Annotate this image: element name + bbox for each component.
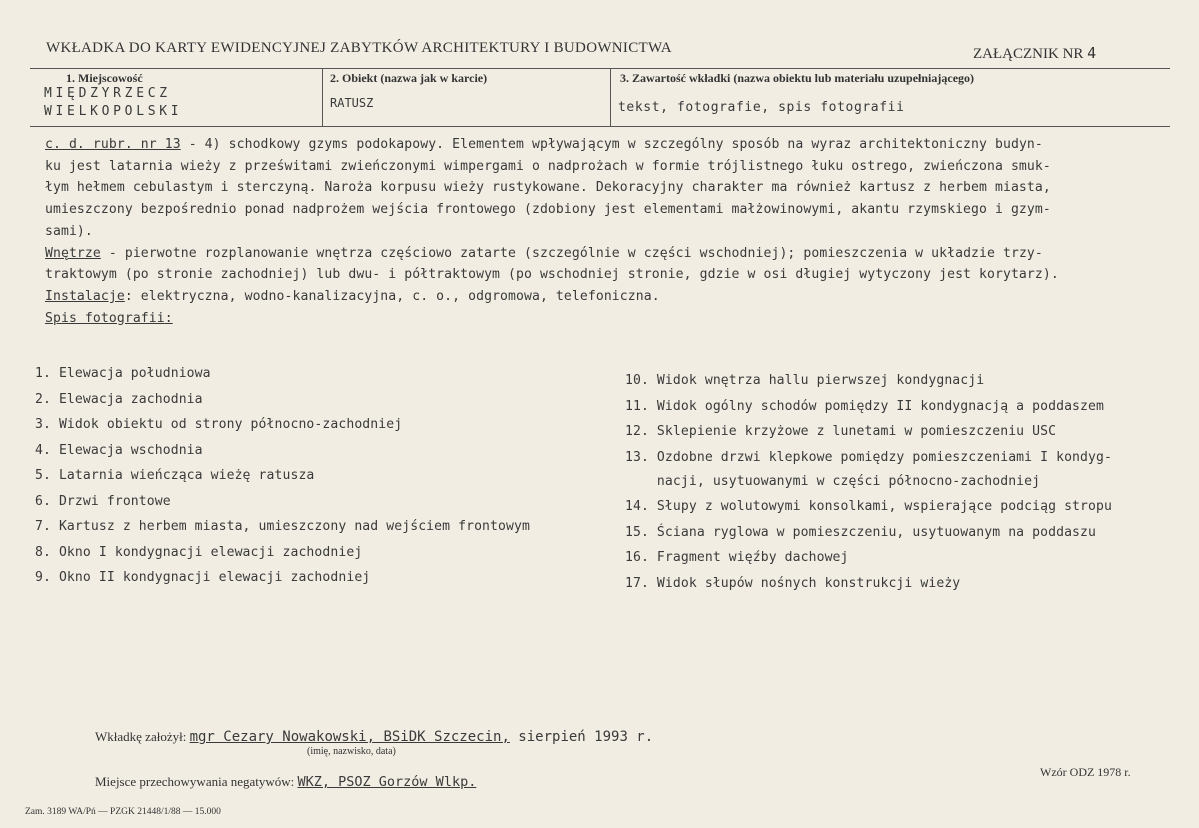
photo-list-right: [625, 369, 1112, 597]
photo-list-item: 4. Elewacja wschodnia: [35, 442, 203, 458]
photo-list-item: 14. Słupy z wolutowymi konsolkami, wspierające podciąg stropu: [625, 499, 1112, 514]
annex-number-value: 4: [1087, 44, 1097, 62]
contents-value: tekst, fotografie, spis fotografii: [618, 100, 905, 115]
photo-list-item: 8. Okno I kondygnacji elewacji zachodniej: [35, 544, 363, 560]
interior-line: Wnętrze - pierwotne rozplanowanie wnętrza częściowo zatarte (szczególnie w części wschodniej); pomieszczenia w układzie trzy-: [45, 245, 1043, 261]
description-line: ku jest latarnia wieży z prześwitami zwieńczonymi wimpergami o nadprożach w formie trójlistnego łuku ostrego, zwieńczona smuk-: [45, 158, 1051, 174]
photo-list-item: 17. Widok słupów nośnych konstrukcji wieży: [625, 575, 961, 591]
field-divider-1: [322, 68, 323, 126]
photo-list-item: 6. Drzwi frontowe: [35, 493, 171, 509]
photo-list-item: 15. Ściana ryglowa w pomieszczeniu, usytuowanym na poddaszu: [625, 524, 1097, 540]
description-line: umieszczony bezpośrednio ponad nadprożem wejścia frontowego (zdobiony jest elementami małżowinowymi, akantu rzymskiego i gzym-: [45, 202, 1051, 218]
form-title: WKŁADKA DO KARTY EWIDENCYJNEJ ZABYTKÓW ARCHITEKTURY I BUDOWNICTWA: [46, 40, 672, 56]
installations-heading: Instalacje: [45, 288, 125, 304]
print-order-code: Zam. 3189 WA/Pń — PZGK 21448/1/88 — 15.000: [25, 807, 221, 817]
photo-list-heading: Spis fotografii: [45, 310, 165, 326]
photo-list-item: 10. Widok wnętrza hallu pierwszej kondygnacji: [625, 373, 985, 388]
founder-value: mgr Cezary Nowakowski, BSiDK Szczecin,: [189, 729, 510, 745]
location-value-line2: WIELKOPOLSKI: [44, 104, 183, 119]
location-value-line1: MIĘDZYRZECZ: [44, 86, 171, 101]
photo-list-item: 13. Ozdobne drzwi klepkowe pomiędzy pomieszczeniami I kondyg-: [625, 449, 1112, 465]
photo-list-item: 12. Sklepienie krzyżowe z lunetami w pomieszczeniu USC: [625, 424, 1057, 439]
photo-list-left: [35, 361, 530, 591]
photo-list-item: 3. Widok obiektu od strony północno-zachodniej: [35, 417, 403, 432]
photo-list-item: 16. Fragment więźby dachowej: [625, 550, 849, 565]
fields-bottom-rule: [30, 126, 1170, 127]
object-value: RATUSZ: [330, 96, 374, 110]
rubric-reference: c. d. rubr. nr 13: [45, 137, 181, 152]
description-line: sami).: [45, 223, 93, 239]
photo-list-item: 11. Widok ogólny schodów pomiędzy II kondygnacją a poddaszem: [625, 398, 1104, 414]
annex-number: [973, 44, 1096, 63]
photo-list-item: 1. Elewacja południowa: [35, 366, 211, 381]
storage-label: Miejsce przechowywania negatywów:: [95, 774, 295, 789]
photo-list-item: 7. Kartusz z herbem miasta, umieszczony nad wejściem frontowym: [35, 519, 530, 534]
interior-heading: Wnętrze: [45, 245, 101, 261]
fields-top-rule: [30, 68, 1170, 69]
storage-value: WKZ, PSOZ Gorzów Wlkp.: [297, 774, 477, 790]
founder-label: Wkładkę założył:: [95, 729, 187, 744]
description-line: c. d. rubr. nr 13 - 4) schodkowy gzyms podokapowy. Elementem wpływającym w szczególny sposób na wyraz architektoniczny budyn-: [45, 137, 1043, 152]
founder-sublabel: (imię, nazwisko, data): [307, 746, 396, 757]
photo-list-item-continuation: nacji, usytuowanymi w części północno-zachodniej: [625, 473, 1041, 489]
interior-line: traktowym (po stronie zachodniej) lub dwu- i półtraktowym (po wschodniej stronie, gdzie w osi długiej wytyczony jest korytarz).: [45, 267, 1059, 283]
field-divider-2: [610, 68, 611, 126]
description-text: [45, 134, 1180, 329]
installations-line: Instalacje: elektryczna, wodno-kanalizacyjna, c. o., odgromowa, telefoniczna.: [45, 288, 660, 304]
photo-list-heading-line: Spis fotografii:: [45, 310, 173, 326]
annex-label: ZAŁĄCZNIK NR: [973, 46, 1084, 62]
photo-list-item: 2. Elewacja zachodnia: [35, 391, 203, 407]
form-model: Wzór ODZ 1978 r.: [1040, 765, 1131, 779]
location-value: [44, 85, 182, 121]
photo-list-item: 9. Okno II kondygnacji elewacji zachodniej: [35, 570, 371, 585]
contents-label: 3. Zawartość wkładki (nazwa obiektu lub materiału uzupełniającego): [620, 71, 975, 85]
founder-date: sierpień 1993 r.: [509, 729, 654, 745]
location-label: 1. Miejscowość: [66, 71, 143, 85]
founder-line: [95, 729, 653, 745]
description-line: łym hełmem cebulastym i sterczyną. Naroża korpusu wieży rustykowane. Dekoracyjny charakter ma również kartusz z herbem miasta,: [45, 180, 1051, 196]
photo-list-item: 5. Latarnia wieńcząca wieżę ratusza: [35, 468, 315, 483]
storage-line: [95, 774, 476, 790]
object-label: 2. Obiekt (nazwa jak w karcie): [330, 71, 488, 85]
